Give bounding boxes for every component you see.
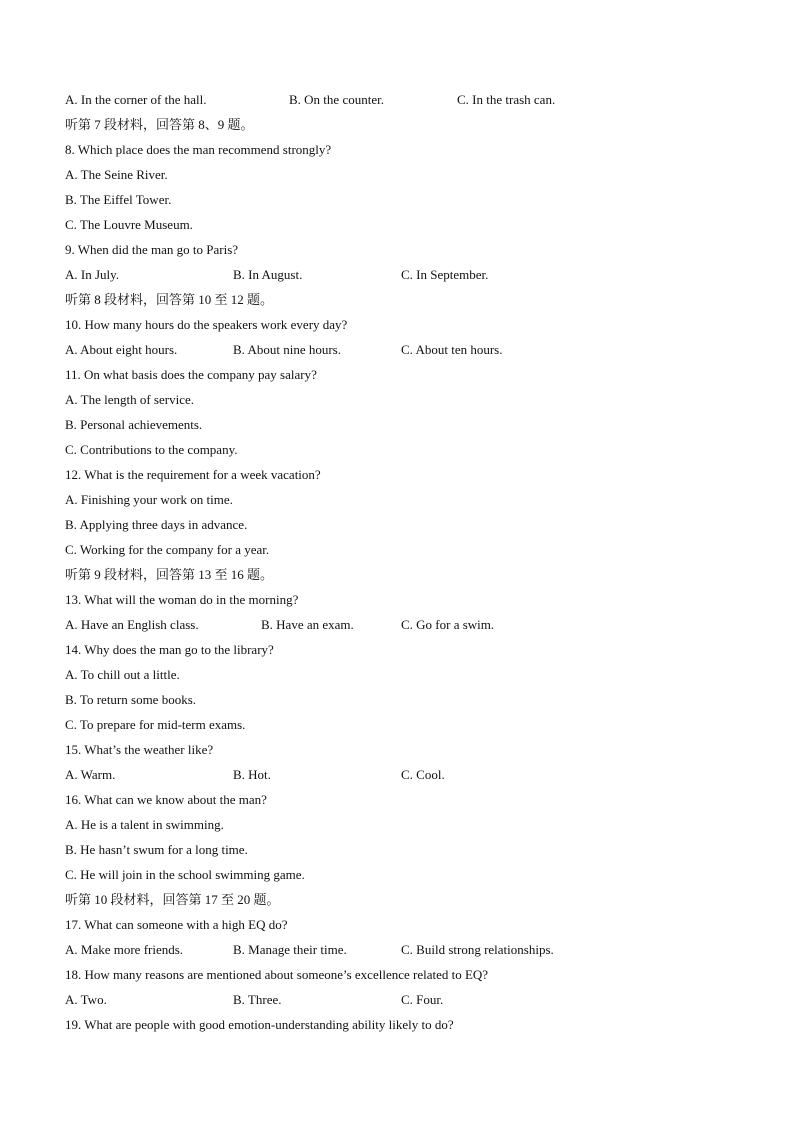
q9-option-a: A. In July. bbox=[65, 267, 120, 282]
q12-option-c: C. Working for the company for a year. bbox=[65, 542, 270, 557]
q16-option-b: B. He hasn’t swum for a long time. bbox=[65, 842, 248, 857]
q7-option-c: C. In the trash can. bbox=[457, 92, 556, 107]
q11-option-a: A. The length of service. bbox=[65, 392, 194, 407]
q14-question: 14. Why does the man go to the library? bbox=[65, 642, 274, 657]
q16-option-a: A. He is a talent in swimming. bbox=[65, 817, 224, 832]
q14-option-c: C. To prepare for mid-term exams. bbox=[65, 717, 246, 732]
section-9-instruction: 听第 9 段材料，回答第 13 至 16 题。 bbox=[65, 567, 274, 582]
section-7-instruction: 听第 7 段材料，回答第 8、9 题。 bbox=[65, 117, 254, 132]
q18-option-c: C. Four. bbox=[401, 992, 444, 1007]
q9-option-b: B. In August. bbox=[233, 267, 303, 282]
q18-option-a: A. Two. bbox=[65, 992, 107, 1007]
q11-option-b: B. Personal achievements. bbox=[65, 417, 203, 432]
q7-option-b: B. On the counter. bbox=[289, 92, 384, 107]
q17-option-b: B. Manage their time. bbox=[233, 942, 347, 957]
q8-question: 8. Which place does the man recommend strongly? bbox=[65, 142, 332, 157]
q18-question: 18. How many reasons are mentioned about someone’s excellence related to EQ? bbox=[65, 967, 489, 982]
q9-option-c: C. In September. bbox=[401, 267, 489, 282]
q13-option-a: A. Have an English class. bbox=[65, 617, 199, 632]
q15-question: 15. What’s the weather like? bbox=[65, 742, 214, 757]
q15-option-b: B. Hot. bbox=[233, 767, 271, 782]
q13-option-c: C. Go for a swim. bbox=[401, 617, 495, 632]
q19-question: 19. What are people with good emotion-understanding ability likely to do? bbox=[65, 1017, 454, 1032]
q12-question: 12. What is the requirement for a week vacation? bbox=[65, 467, 321, 482]
q7-option-a: A. In the corner of the hall. bbox=[65, 92, 207, 107]
q18-option-b: B. Three. bbox=[233, 992, 282, 1007]
section-10-instruction: 听第 10 段材料，回答第 17 至 20 题。 bbox=[65, 892, 280, 907]
q10-option-a: A. About eight hours. bbox=[65, 342, 178, 357]
q16-question: 16. What can we know about the man? bbox=[65, 792, 267, 807]
q9-question: 9. When did the man go to Paris? bbox=[65, 242, 239, 257]
q17-question: 17. What can someone with a high EQ do? bbox=[65, 917, 288, 932]
q17-option-a: A. Make more friends. bbox=[65, 942, 184, 957]
q14-option-b: B. To return some books. bbox=[65, 692, 197, 707]
q14-option-a: A. To chill out a little. bbox=[65, 667, 180, 682]
q10-question: 10. How many hours do the speakers work every day? bbox=[65, 317, 348, 332]
q13-option-b: B. Have an exam. bbox=[261, 617, 354, 632]
q8-option-b: B. The Eiffel Tower. bbox=[65, 192, 172, 207]
q8-option-a: A. The Seine River. bbox=[65, 167, 168, 182]
q12-option-b: B. Applying three days in advance. bbox=[65, 517, 248, 532]
q11-question: 11. On what basis does the company pay salary? bbox=[65, 367, 317, 382]
q12-option-a: A. Finishing your work on time. bbox=[65, 492, 233, 507]
q15-option-a: A. Warm. bbox=[65, 767, 116, 782]
q10-option-c: C. About ten hours. bbox=[401, 342, 503, 357]
q17-option-c: C. Build strong relationships. bbox=[401, 942, 554, 957]
q11-option-c: C. Contributions to the company. bbox=[65, 442, 238, 457]
q16-option-c: C. He will join in the school swimming game. bbox=[65, 867, 305, 882]
q10-option-b: B. About nine hours. bbox=[233, 342, 341, 357]
q15-option-c: C. Cool. bbox=[401, 767, 445, 782]
q8-option-c: C. The Louvre Museum. bbox=[65, 217, 193, 232]
section-8-instruction: 听第 8 段材料，回答第 10 至 12 题。 bbox=[65, 292, 274, 307]
q13-question: 13. What will the woman do in the morning? bbox=[65, 592, 299, 607]
